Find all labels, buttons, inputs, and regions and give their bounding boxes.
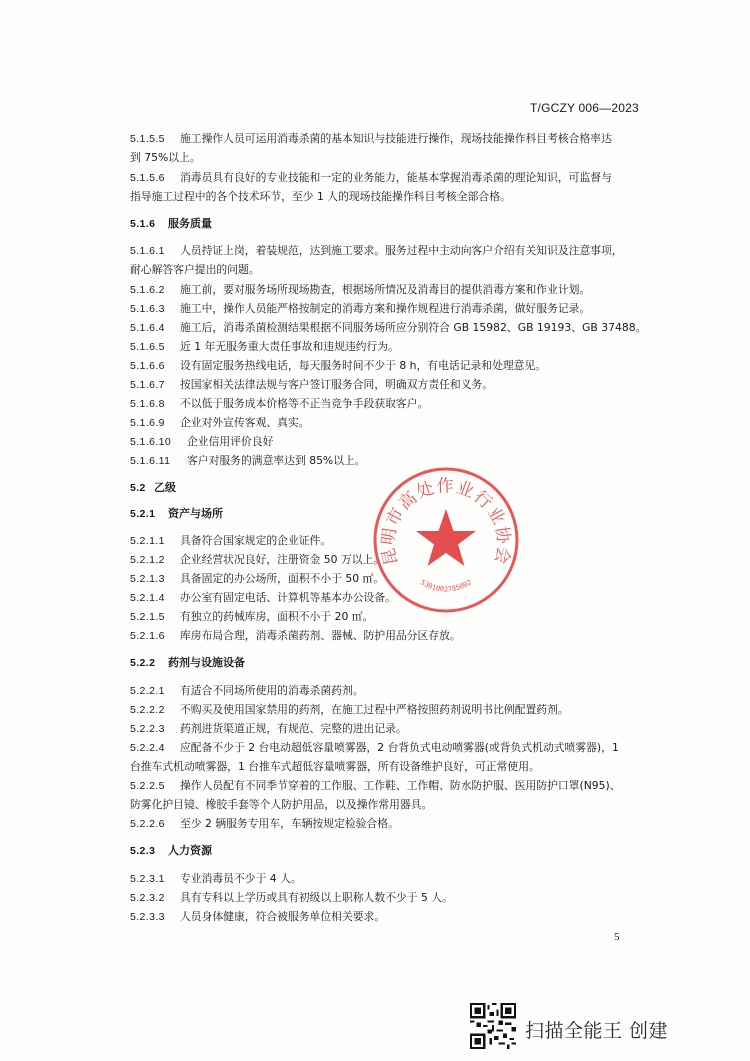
clause-continuation xyxy=(130,263,650,277)
clause-line xyxy=(130,321,650,335)
clause-text: 企业经营状况良好，注册资金 50 万以上。 xyxy=(180,553,385,566)
clause-number: 5.1.6.9 xyxy=(130,417,165,429)
clause-text: 具备符合国家规定的企业证件。 xyxy=(180,534,332,547)
clause-number: 5.1.6.8 xyxy=(130,398,165,410)
official-seal xyxy=(370,464,522,616)
clause-text: 操作人员配有不同季节穿着的工作服、工作鞋、工作帽、防水防护服、医用防护口罩(N95)、 xyxy=(180,779,621,792)
clause-text: 指导施工过程中的各个技术环节，至少 1 人的现场技能操作科目考核全部合格。 xyxy=(130,190,511,203)
clause-text: 消毒员具有良好的专业技能和一定的业务能力，能基本掌握消毒杀菌的理论知识，可监督与 xyxy=(180,171,612,184)
clause-number: 5.2.1.3 xyxy=(130,573,165,585)
clause-number: 5.1.6.11 xyxy=(130,455,171,467)
clause-number: 5.2.2.1 xyxy=(130,685,165,697)
clause-line xyxy=(130,397,650,411)
seal-org-name: 昆明市高处作业行业协会 xyxy=(378,476,514,568)
clause-number: 5.2.3.3 xyxy=(130,911,165,923)
clause-number: 5.2.2.3 xyxy=(130,723,165,735)
clause-line xyxy=(130,171,650,185)
section-title: 乙级 xyxy=(154,481,176,494)
clause-text: 办公室有固定电话、计算机等基本办公设备。 xyxy=(180,591,396,604)
clause-line xyxy=(130,741,650,755)
clause-number: 5.1.6.7 xyxy=(130,379,165,391)
clause-text: 企业对外宣传客观、真实。 xyxy=(180,416,310,429)
section-title: 药剂与设施设备 xyxy=(168,656,245,669)
clause-line xyxy=(130,302,650,316)
clause-number: 5.2.2.6 xyxy=(130,818,165,830)
seal-star-icon xyxy=(416,509,476,566)
clause-number: 5.1.6.6 xyxy=(130,360,165,372)
clause-text: 到 75%以上。 xyxy=(130,151,201,164)
clause-text: 具有专科以上学历或具有初级以上职称人数不少于 5 人。 xyxy=(180,891,453,904)
clause-line xyxy=(130,817,650,831)
clause-number: 5.1.6.4 xyxy=(130,322,165,334)
clause-continuation xyxy=(130,190,650,204)
clause-text: 施工前，要对服务场所现场勘查，根据场所情况及消毒目的提供消毒方案和作业计划。 xyxy=(180,283,591,296)
clause-text: 人员身体健康，符合被服务单位相关要求。 xyxy=(180,910,386,923)
clause-text: 施工中，操作人员能严格按制定的消毒方案和操作规程进行消毒杀菌，做好服务记录。 xyxy=(180,302,591,315)
section-number: 5.2.1 xyxy=(130,508,156,520)
clause-line xyxy=(130,684,650,698)
clause-line xyxy=(130,703,650,717)
clause-text: 客户对服务的满意率达到 85%以上。 xyxy=(187,454,366,467)
clause-continuation xyxy=(130,760,650,774)
scanner-watermark: 扫描全能王 创建 xyxy=(525,1020,669,1042)
clause-number: 5.2.3.2 xyxy=(130,892,165,904)
section-heading xyxy=(130,656,650,670)
clause-line xyxy=(130,891,650,905)
clause-number: 5.2.1.5 xyxy=(130,611,165,623)
section-heading xyxy=(130,217,650,231)
section-heading xyxy=(130,844,650,858)
clause-text: 不以低于服务成本价格等不正当竞争手段获取客户。 xyxy=(180,397,429,410)
clause-text: 近 1 年无服务重大责任事故和违规违约行为。 xyxy=(180,340,399,353)
section-number: 5.2.2 xyxy=(130,657,156,669)
clause-number: 5.2.1.6 xyxy=(130,630,165,642)
clause-text: 人员持证上岗，着装规范，达到施工要求。服务过程中主动向客户介绍有关知识及注意事项， xyxy=(180,244,623,257)
clause-continuation xyxy=(130,798,650,812)
clause-line xyxy=(130,283,650,297)
clause-line xyxy=(130,244,650,258)
clause-number: 5.1.6.1 xyxy=(130,245,165,257)
clause-number: 5.1.6.2 xyxy=(130,284,165,296)
page-number: 5 xyxy=(614,931,620,943)
clause-line xyxy=(130,872,650,886)
clause-number: 5.1.5.6 xyxy=(130,172,165,184)
clause-number: 5.2.2.4 xyxy=(130,742,165,754)
clause-line xyxy=(130,779,650,793)
clause-line xyxy=(130,435,650,449)
clause-text: 耐心解答客户提出的问题。 xyxy=(130,263,260,276)
clause-line xyxy=(130,378,650,392)
standard-code: T/GCZY 006—2023 xyxy=(530,101,639,115)
clause-line xyxy=(130,340,650,354)
clause-line xyxy=(130,910,650,924)
clause-line xyxy=(130,722,650,736)
clause-number: 5.1.6.10 xyxy=(130,436,172,448)
seal-serial: 5301002785002 xyxy=(418,578,474,594)
clause-text: 企业信用评价良好 xyxy=(187,435,274,448)
section-title: 资产与场所 xyxy=(168,507,223,520)
clause-text: 应配备不少于 2 台电动超低容量喷雾器，2 台背负式电动喷雾器(或背负式机动式喷雾器)，1 xyxy=(180,741,619,754)
clause-text: 防雾化护目镜、橡胶手套等个人防护用品，以及操作常用器具。 xyxy=(130,798,433,811)
clause-number: 5.1.6.5 xyxy=(130,341,165,353)
clause-text: 至少 2 辆服务专用车，车辆按规定检验合格。 xyxy=(180,817,399,830)
clause-text: 施工操作人员可运用消毒杀菌的基本知识与技能进行操作，现场技能操作科目考核合格率达 xyxy=(180,132,612,145)
clause-text: 不购买及使用国家禁用的药剂，在施工过程中严格按照药剂说明书比例配置药剂。 xyxy=(180,703,569,716)
qr-code-icon xyxy=(470,1003,516,1049)
clause-number: 5.2.1.4 xyxy=(130,592,165,604)
clause-text: 专业消毒员不少于 4 人。 xyxy=(180,872,302,885)
clause-line xyxy=(130,359,650,373)
section-number: 5.2 xyxy=(130,482,146,494)
clause-text: 有独立的药械库房，面积不小于 20 ㎡。 xyxy=(180,610,374,623)
clause-number: 5.2.1.2 xyxy=(130,554,165,566)
clause-text: 药剂进货渠道正规，有规范、完整的进出记录。 xyxy=(180,722,407,735)
clause-text: 按国家相关法律法规与客户签订服务合同，明确双方责任和义务。 xyxy=(180,378,494,391)
clause-number: 5.1.6.3 xyxy=(130,303,165,315)
section-title: 人力资源 xyxy=(168,844,212,857)
clause-text: 具备固定的办公场所，面积不小于 50 ㎡。 xyxy=(180,572,385,585)
clause-text: 有适合不同场所使用的消毒杀菌药剂。 xyxy=(180,684,364,697)
section-title: 服务质量 xyxy=(168,217,212,230)
clause-text: 设有固定服务热线电话，每天服务时间不少于 8 h，有电话记录和处理意见。 xyxy=(180,359,547,372)
clause-continuation xyxy=(130,151,650,165)
clause-text: 库房布局合理，消毒杀菌药剂、器械、防护用品分区存放。 xyxy=(180,629,461,642)
clause-number: 5.2.2.2 xyxy=(130,704,165,716)
clause-line xyxy=(130,132,650,146)
section-number: 5.2.3 xyxy=(130,845,156,857)
clause-text: 施工后，消毒杀菌检测结果根据不同服务场所应分别符合 GB 15982、GB 19193、GB 37488。 xyxy=(180,321,647,334)
clause-text: 台推车式机动喷雾器，1 台推车式超低容量喷雾器，所有设备维护良好，可正常使用。 xyxy=(130,760,540,773)
clause-number: 5.2.3.1 xyxy=(130,873,165,885)
section-number: 5.1.6 xyxy=(130,218,156,230)
clause-number: 5.2.2.5 xyxy=(130,780,165,792)
clause-number: 5.1.5.5 xyxy=(130,133,165,145)
clause-line xyxy=(130,416,650,430)
clause-number: 5.2.1.1 xyxy=(130,535,165,547)
clause-line xyxy=(130,629,650,643)
